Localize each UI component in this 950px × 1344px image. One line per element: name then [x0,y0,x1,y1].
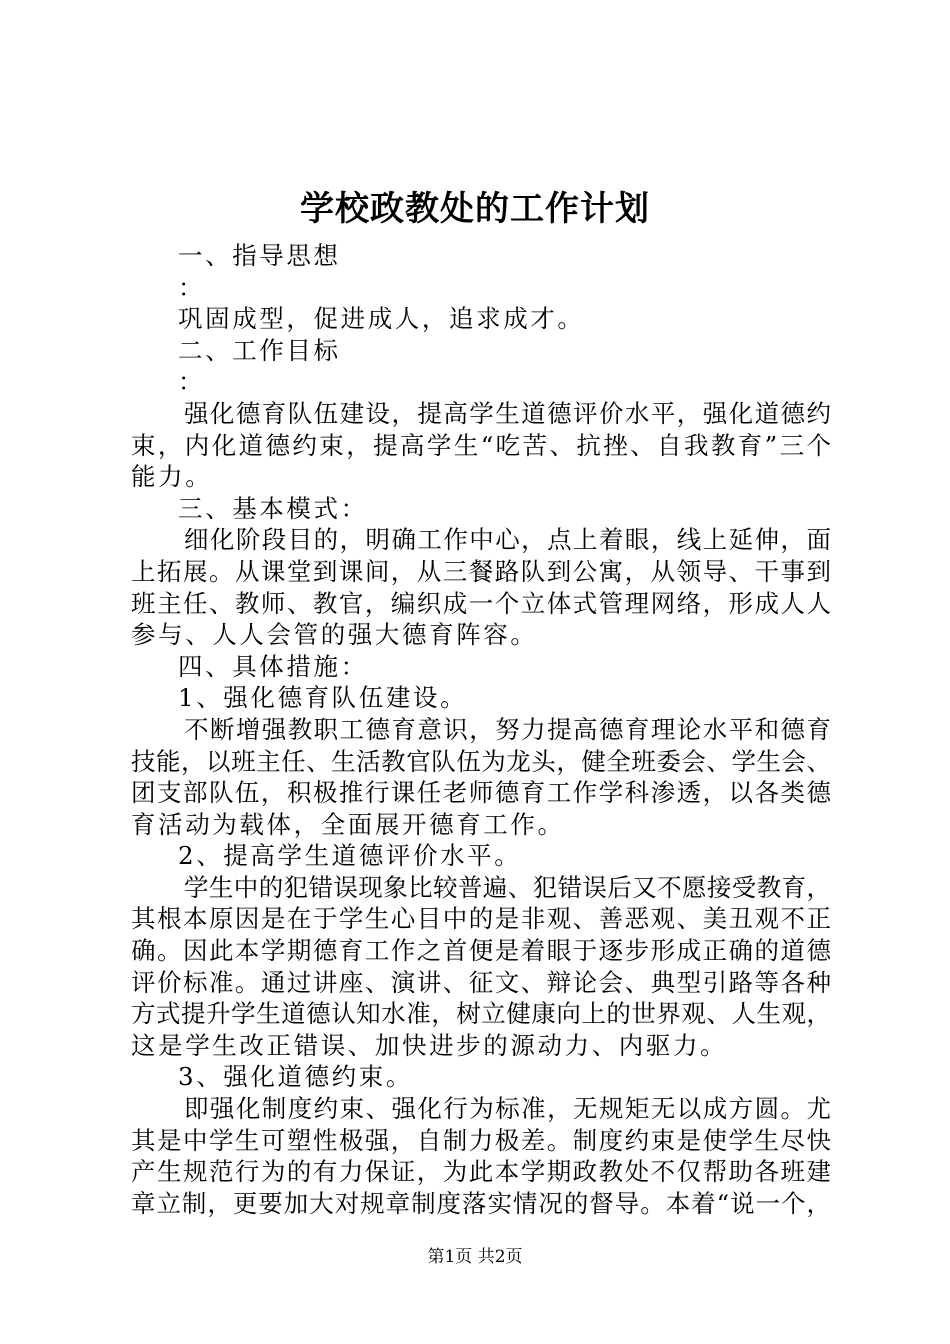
text-line: 评价标准。通过讲座、演讲、征文、辩论会、典型引路等各种 [131,967,831,997]
text-line: 确。因此本学期德育工作之首便是着眼于逐步形成正确的道德 [131,936,831,966]
text-line: 其是中学生可塑性极强，自制力极差。制度约束是使学生尽快 [131,1125,831,1155]
section-heading-work-goals: 二、工作目标 [178,335,341,365]
text-line: 这是学生改正错误、加快进步的源动力、内驱力。 [131,1030,728,1060]
section-heading-guiding-thought: 一、指导思想 [178,241,341,270]
text-line: 能力。 [131,462,213,492]
text-line: 章立制，更要加大对规章制度落实情况的督导。本着“说一个， [131,1188,831,1218]
document-title: 学校政教处的工作计划 [300,189,650,229]
text-line: 团支部队伍，积极推行课任老师德育工作学科渗透，以各类德 [131,778,831,808]
subsection-heading-1: 1、强化德育队伍建设。 [178,683,468,713]
text-line: 细化阶段目的，明确工作中心，点上着眼，线上延伸，面 [184,525,831,555]
text-line: 其根本原因是在于学生心目中的是非观、善恶观、美丑观不正 [131,904,831,934]
section-heading-basic-mode: 三、基本模式： [178,493,368,523]
text-line: ： [178,367,206,397]
text-line: 上拓展。从课堂到课间，从三餐路队到公寓，从领导、干事到 [131,556,831,586]
text-line: 学生中的犯错误现象比较普遍、犯错误后又不愿接受教育， [184,872,831,902]
text-line: 不断增强教职工德育意识，努力提高德育理论水平和德育 [184,714,831,744]
text-line: 束，内化道德约束，提高学生“吃苦、抗挫、自我教育”三个 [131,430,831,460]
document-body [131,240,831,1219]
text-line: 巩固成型，促进成人，追求成才。 [178,304,585,334]
text-line: 参与、人人会管的强大德育阵容。 [131,620,538,650]
text-line: ： [178,272,206,302]
text-line: 班主任、教师、教官，编织成一个立体式管理网络，形成人人 [131,588,831,618]
page-number-footer: 第1页 共2页 [427,1247,523,1267]
text-line: 育活动为载体，全面展开德育工作。 [131,809,565,839]
text-line: 即强化制度约束、强化行为标准，无规矩无以成方圆。尤 [184,1094,831,1124]
text-line: 产生规范行为的有力保证，为此本学期政教处不仅帮助各班建 [131,1157,831,1187]
text-line: 方式提升学生道德认知水准，树立健康向上的世界观、人生观， [131,999,831,1029]
text-line: 强化德育队伍建设，提高学生道德评价水平，强化道德约 [184,398,831,428]
section-heading-specific-measures: 四、具体措施： [178,651,368,681]
subsection-heading-3: 3、强化道德约束。 [178,1062,413,1092]
text-line: 技能，以班主任、生活教官队伍为龙头，健全班委会、学生会、 [131,746,831,776]
subsection-heading-2: 2、提高学生道德评价水平。 [178,841,522,871]
